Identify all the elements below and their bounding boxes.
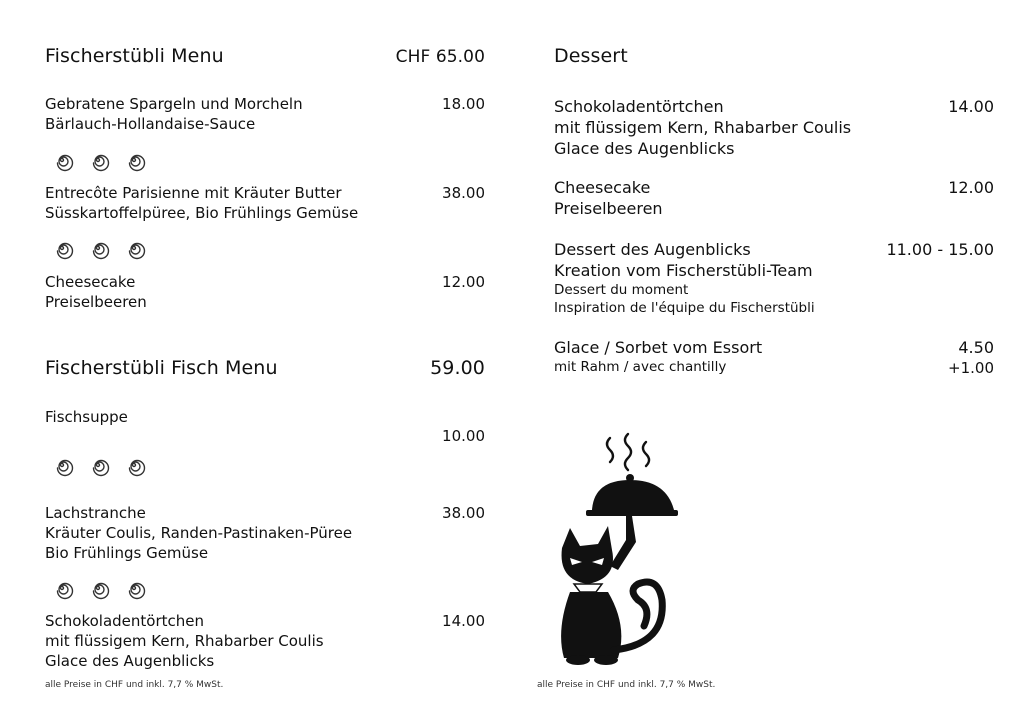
footer-note: alle Preise in CHF und inkl. 7,7 % MwSt. — [45, 680, 224, 690]
item-name: Glace / Sorbet vom Essort — [554, 338, 763, 357]
divider-spirals — [50, 576, 146, 600]
item-price-extra: +1.00 — [948, 359, 994, 377]
dessert-item-2 — [554, 177, 663, 219]
item-name: Lachstranche — [45, 504, 146, 522]
item-price: 14.00 — [948, 97, 994, 116]
item-price: 14.00 — [442, 612, 485, 630]
item-price-group — [890, 337, 994, 378]
spiral-icon — [86, 576, 110, 600]
item-name: Schokoladentörtchen — [45, 612, 204, 630]
menu1-item-1 — [45, 94, 303, 134]
item-name: Schokoladentörtchen — [554, 97, 724, 116]
item-name: Gebratene Spargeln und Morcheln — [45, 95, 303, 113]
item-desc: mit Rahm / avec chantilly — [554, 359, 727, 375]
spiral-icon — [122, 453, 146, 477]
spiral-icon — [50, 148, 74, 172]
dessert-item-3 — [554, 239, 815, 317]
item-desc: Kräuter Coulis, Randen-Pastinaken-Püree — [45, 524, 353, 542]
item-price: 4.50 — [958, 338, 994, 357]
item-desc: Bärlauch-Hollandaise-Sauce — [45, 115, 256, 133]
footer-note: alle Preise in CHF und inkl. 7,7 % MwSt. — [537, 680, 716, 690]
spiral-icon — [122, 576, 146, 600]
item-desc: Glace des Augenblicks — [45, 652, 215, 670]
item-price: 10.00 — [442, 427, 485, 445]
menu2-item-1 — [45, 407, 128, 427]
item-desc: Preiselbeeren — [45, 293, 147, 311]
menu2-price: 59.00 — [430, 357, 485, 379]
spiral-icon — [122, 148, 146, 172]
item-price: 38.00 — [442, 504, 485, 522]
item-desc: Glace des Augenblicks — [554, 139, 735, 158]
item-price: 11.00 - 15.00 — [886, 240, 994, 259]
spiral-icon — [86, 453, 110, 477]
menu1-title: Fischerstübli Menu — [45, 45, 224, 67]
item-desc: mit flüssigem Kern, Rhabarber Coulis — [554, 118, 852, 137]
item-name: Fischsuppe — [45, 408, 128, 426]
item-desc: Dessert du moment — [554, 282, 689, 298]
menu1-item-3 — [45, 272, 147, 312]
menu2-title: Fischerstübli Fisch Menu — [45, 357, 278, 379]
item-price: 12.00 — [948, 178, 994, 197]
spiral-icon — [86, 236, 110, 260]
menu2-item-3 — [45, 611, 324, 671]
menu1-item-2 — [45, 183, 358, 223]
item-name: Dessert des Augenblicks — [554, 240, 751, 259]
divider-spirals — [50, 236, 146, 260]
item-price: 18.00 — [442, 95, 485, 113]
item-name: Entrecôte Parisienne mit Kräuter Butter — [45, 184, 342, 202]
item-desc: Inspiration de l'équipe du Fischerstübli — [554, 300, 815, 316]
divider-spirals — [50, 148, 146, 172]
dessert-item-4 — [554, 337, 762, 376]
cat-waiter-icon — [548, 430, 678, 666]
spiral-icon — [50, 236, 74, 260]
menu2-item-2 — [45, 503, 352, 563]
spiral-icon — [50, 453, 74, 477]
menu1-price: CHF 65.00 — [395, 47, 485, 67]
item-desc: Preiselbeeren — [554, 199, 663, 218]
spiral-icon — [122, 236, 146, 260]
dessert-title: Dessert — [554, 45, 628, 67]
dessert-item-1 — [554, 96, 851, 159]
item-desc: mit flüssigem Kern, Rhabarber Coulis — [45, 632, 324, 650]
item-name: Cheesecake — [554, 178, 651, 197]
item-name: Cheesecake — [45, 273, 136, 291]
divider-spirals — [50, 453, 146, 477]
item-desc: Kreation vom Fischerstübli-Team — [554, 261, 813, 280]
spiral-icon — [50, 576, 74, 600]
item-price: 12.00 — [442, 273, 485, 291]
item-desc: Bio Frühlings Gemüse — [45, 544, 209, 562]
item-price: 38.00 — [442, 184, 485, 202]
item-desc: Süsskartoffelpüree, Bio Frühlings Gemüse — [45, 204, 359, 222]
spiral-icon — [86, 148, 110, 172]
